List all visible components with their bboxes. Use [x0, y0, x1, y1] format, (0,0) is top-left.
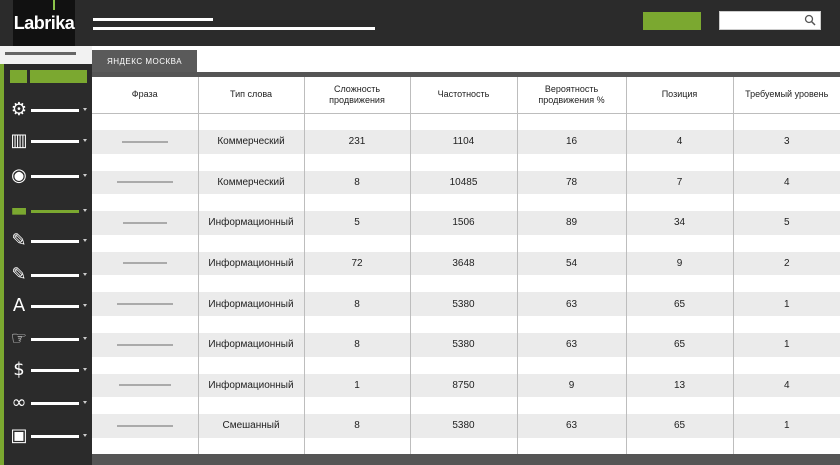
table-row[interactable]: [92, 171, 840, 195]
table-spacer-cell: [198, 438, 304, 455]
table-spacer-cell: [198, 316, 304, 333]
table-spacer-row: [92, 397, 840, 414]
link-icon: ∞: [11, 392, 27, 413]
cell-position: 65: [626, 333, 733, 357]
table-row[interactable]: [92, 374, 840, 398]
table-spacer-cell: [304, 357, 410, 374]
table-spacer-cell: [517, 438, 626, 455]
table-spacer-cell: [733, 438, 840, 455]
cell-probability: 89: [517, 211, 626, 235]
header-word-type[interactable]: Тип слова: [198, 77, 304, 113]
phrase-cell: [92, 171, 198, 195]
table-spacer-row: [92, 316, 840, 333]
cup-icon: ▬: [10, 200, 28, 221]
sidebar-item-label-line: [31, 175, 79, 178]
table-spacer-cell: [733, 357, 840, 374]
table-spacer-cell: [517, 275, 626, 292]
table-spacer-cell: [733, 154, 840, 171]
sidebar-item-label-line: [31, 240, 79, 243]
header-probability[interactable]: Вероятность продвижения %: [517, 77, 626, 113]
phrase-cell: [92, 333, 198, 357]
cell-level: 2: [733, 252, 840, 276]
phrase-cell: [92, 211, 198, 235]
cell-type: Информационный: [198, 252, 304, 276]
table-spacer-cell: [198, 275, 304, 292]
cell-level: 5: [733, 211, 840, 235]
table-spacer-cell: [92, 154, 198, 171]
table-spacer-cell: [304, 316, 410, 333]
header-position[interactable]: Позиция: [626, 77, 733, 113]
table-spacer-cell: [517, 316, 626, 333]
table-spacer-cell: [517, 397, 626, 414]
chevron-down-icon[interactable]: [83, 139, 87, 142]
cell-difficulty: 8: [304, 292, 410, 316]
phrase-placeholder-line: [117, 181, 173, 183]
table-row[interactable]: [92, 292, 840, 316]
cell-frequency: 10485: [410, 171, 517, 195]
sidebar-item-globe[interactable]: [4, 161, 92, 191]
cell-probability: 63: [517, 414, 626, 438]
sidebar-item-dollar[interactable]: [4, 355, 92, 385]
table-spacer-cell: [92, 275, 198, 292]
logo[interactable]: Labrika: [13, 0, 75, 46]
cell-difficulty: 72: [304, 252, 410, 276]
cell-position: 9: [626, 252, 733, 276]
wrench-icon: ✎: [11, 264, 27, 285]
briefcase-icon: ▣: [10, 425, 28, 446]
header-frequency[interactable]: Частотность: [410, 77, 517, 113]
table-spacer-cell: [410, 113, 517, 130]
header-phrase[interactable]: Фраза: [92, 77, 198, 113]
cell-frequency: 5380: [410, 333, 517, 357]
table-spacer-cell: [733, 235, 840, 252]
sidebar-header-line: [5, 52, 76, 55]
table-spacer-row: [92, 154, 840, 171]
phrase-placeholder-line: [117, 344, 173, 346]
sidebar-item-link[interactable]: [4, 388, 92, 418]
header-placeholder-line-long: [93, 27, 375, 30]
table-spacer-cell: [92, 194, 198, 211]
table-spacer-cell: [733, 194, 840, 211]
table-spacer-cell: [626, 154, 733, 171]
cell-level: 3: [733, 130, 840, 154]
sidebar-item-label-line: [31, 369, 79, 372]
cell-type: Информационный: [198, 211, 304, 235]
table-spacer-cell: [733, 316, 840, 333]
table-spacer-cell: [410, 194, 517, 211]
cell-position: 7: [626, 171, 733, 195]
cell-position: 65: [626, 292, 733, 316]
phrase-placeholder-line: [122, 141, 168, 143]
cell-probability: 9: [517, 374, 626, 398]
table-spacer-cell: [626, 194, 733, 211]
table-spacer-cell: [733, 113, 840, 130]
header-required-level[interactable]: Требуемый уровень: [733, 77, 840, 113]
cell-probability: 54: [517, 252, 626, 276]
table-spacer-cell: [92, 235, 198, 252]
cell-difficulty: 1: [304, 374, 410, 398]
sidebar-item-cup[interactable]: [4, 196, 92, 226]
table-spacer-cell: [517, 113, 626, 130]
table-spacer-cell: [410, 397, 517, 414]
font-icon: A: [12, 295, 26, 316]
cell-level: 1: [733, 333, 840, 357]
chevron-down-icon[interactable]: [83, 239, 87, 242]
phrase-placeholder-line: [119, 384, 171, 386]
cell-type: Коммерческий: [198, 171, 304, 195]
table-spacer-cell: [92, 113, 198, 130]
chevron-down-icon[interactable]: [83, 401, 87, 404]
sidebar-item-gear[interactable]: [4, 95, 92, 125]
chevron-down-icon[interactable]: [83, 434, 87, 437]
table-spacer-cell: [410, 154, 517, 171]
phrase-cell: [92, 374, 198, 398]
search-input[interactable]: [719, 11, 821, 30]
wrench-icon: ✎: [11, 230, 27, 251]
table-spacer-cell: [410, 438, 517, 455]
table-row[interactable]: [92, 414, 840, 438]
cell-level: 1: [733, 292, 840, 316]
cell-level: 1: [733, 414, 840, 438]
table-spacer-cell: [198, 397, 304, 414]
keywords-table: [92, 77, 840, 455]
chevron-down-icon[interactable]: [83, 209, 87, 212]
chevron-down-icon[interactable]: [83, 304, 87, 307]
table-header-row: [92, 77, 840, 113]
table-spacer-cell: [410, 316, 517, 333]
table-spacer-row: [92, 275, 840, 292]
table-spacer-cell: [626, 113, 733, 130]
chevron-down-icon[interactable]: [83, 174, 87, 177]
cell-type: Информационный: [198, 374, 304, 398]
phrase-cell: [92, 130, 198, 154]
cell-position: 4: [626, 130, 733, 154]
table-spacer-cell: [517, 194, 626, 211]
phrase-cell: [92, 252, 198, 276]
table-spacer-cell: [626, 357, 733, 374]
sidebar-item-label-line: [31, 435, 79, 438]
sidebar-green-button-wide[interactable]: [30, 70, 87, 83]
tab-yandex-moscow[interactable]: ЯНДЕКС МОСКВА: [92, 50, 197, 72]
table-spacer-cell: [304, 194, 410, 211]
cell-difficulty: 5: [304, 211, 410, 235]
cell-position: 65: [626, 414, 733, 438]
table-spacer-cell: [517, 357, 626, 374]
table-spacer-cell: [304, 235, 410, 252]
table-spacer-cell: [304, 113, 410, 130]
gear-icon: ⚙: [10, 99, 28, 120]
table-spacer-row: [92, 357, 840, 374]
phrase-cell: [92, 414, 198, 438]
table-spacer-row: [92, 235, 840, 252]
table-spacer-cell: [304, 438, 410, 455]
table-spacer-cell: [92, 397, 198, 414]
table-spacer-cell: [517, 235, 626, 252]
table-spacer-cell: [198, 235, 304, 252]
cell-probability: 63: [517, 333, 626, 357]
cell-type: Информационный: [198, 292, 304, 316]
cell-difficulty: 8: [304, 414, 410, 438]
main-content: [92, 46, 840, 454]
globe-icon: ◉: [11, 165, 27, 186]
phrase-placeholder-line: [117, 303, 173, 305]
cell-frequency: 1104: [410, 130, 517, 154]
table-spacer-cell: [410, 357, 517, 374]
sidebar-header: [0, 46, 92, 64]
table-spacer-cell: [410, 235, 517, 252]
sidebar-item-pointing-hand[interactable]: [4, 324, 92, 354]
table-spacer-cell: [733, 275, 840, 292]
table-row[interactable]: [92, 333, 840, 357]
table-spacer-cell: [198, 194, 304, 211]
table-spacer-cell: [198, 357, 304, 374]
table-spacer-cell: [304, 154, 410, 171]
sidebar-item-wrench[interactable]: [4, 226, 92, 256]
table-spacer-cell: [92, 357, 198, 374]
phrase-placeholder-line: [123, 222, 167, 224]
table-spacer-cell: [92, 438, 198, 455]
table-spacer-cell: [304, 397, 410, 414]
cell-position: 13: [626, 374, 733, 398]
dollar-icon: $: [13, 359, 25, 380]
sidebar-item-label-line: [31, 210, 79, 213]
table-spacer-cell: [626, 316, 733, 333]
table-spacer-row: [92, 194, 840, 211]
sidebar-item-label-line: [31, 305, 79, 308]
table-spacer-cell: [733, 397, 840, 414]
table-row[interactable]: [92, 211, 840, 235]
sidebar-item-label-line: [31, 140, 79, 143]
phrase-placeholder-line: [117, 425, 173, 427]
cell-level: 4: [733, 374, 840, 398]
cell-frequency: 1506: [410, 211, 517, 235]
table-row[interactable]: [92, 252, 840, 276]
sidebar-item-label-line: [31, 402, 79, 405]
phrase-placeholder-line: [123, 262, 167, 264]
table-spacer-cell: [198, 154, 304, 171]
cell-difficulty: 8: [304, 171, 410, 195]
cell-probability: 16: [517, 130, 626, 154]
table-spacer-cell: [410, 275, 517, 292]
phrase-cell: [92, 292, 198, 316]
table-spacer-cell: [198, 113, 304, 130]
logo-accent-mark: [53, 0, 55, 10]
table-spacer-cell: [517, 154, 626, 171]
sidebar-item-briefcase[interactable]: [4, 421, 92, 451]
header-difficulty[interactable]: Сложность продвижения: [304, 77, 410, 113]
table-spacer-row: [92, 438, 840, 455]
cell-probability: 63: [517, 292, 626, 316]
cell-position: 34: [626, 211, 733, 235]
cell-frequency: 5380: [410, 292, 517, 316]
cell-difficulty: 231: [304, 130, 410, 154]
cell-type: Информационный: [198, 333, 304, 357]
chevron-down-icon[interactable]: [83, 368, 87, 371]
chevron-down-icon[interactable]: [83, 108, 87, 111]
cell-difficulty: 8: [304, 333, 410, 357]
header-placeholder-line-short: [93, 18, 213, 21]
search-icon[interactable]: [804, 14, 816, 26]
top-action-button[interactable]: [643, 12, 701, 30]
table-spacer-cell: [626, 438, 733, 455]
table-spacer-cell: [626, 235, 733, 252]
chevron-down-icon[interactable]: [83, 337, 87, 340]
table-spacer-cell: [304, 275, 410, 292]
sidebar-item-label-line: [31, 338, 79, 341]
cell-type: Смешанный: [198, 414, 304, 438]
pointing-hand-icon: ☞: [10, 328, 28, 349]
top-bar: [0, 0, 840, 46]
sidebar-item-font[interactable]: [4, 291, 92, 321]
cell-probability: 78: [517, 171, 626, 195]
sidebar-item-bar-chart[interactable]: [4, 126, 92, 156]
table-spacer-cell: [626, 397, 733, 414]
table-spacer-cell: [626, 275, 733, 292]
sidebar-green-button-small[interactable]: [10, 70, 27, 83]
cell-frequency: 5380: [410, 414, 517, 438]
table-row[interactable]: [92, 130, 840, 154]
cell-type: Коммерческий: [198, 130, 304, 154]
chevron-down-icon[interactable]: [83, 273, 87, 276]
sidebar-item-wrench[interactable]: [4, 260, 92, 290]
table-spacer-cell: [92, 316, 198, 333]
table-spacer-row: [92, 113, 840, 130]
bottom-bar: [92, 454, 840, 465]
sidebar-item-label-line: [31, 109, 79, 112]
sidebar-item-label-line: [31, 274, 79, 277]
sidebar: [0, 46, 92, 465]
cell-level: 4: [733, 171, 840, 195]
cell-frequency: 3648: [410, 252, 517, 276]
bar-chart-icon: ▥: [10, 130, 28, 151]
cell-frequency: 8750: [410, 374, 517, 398]
